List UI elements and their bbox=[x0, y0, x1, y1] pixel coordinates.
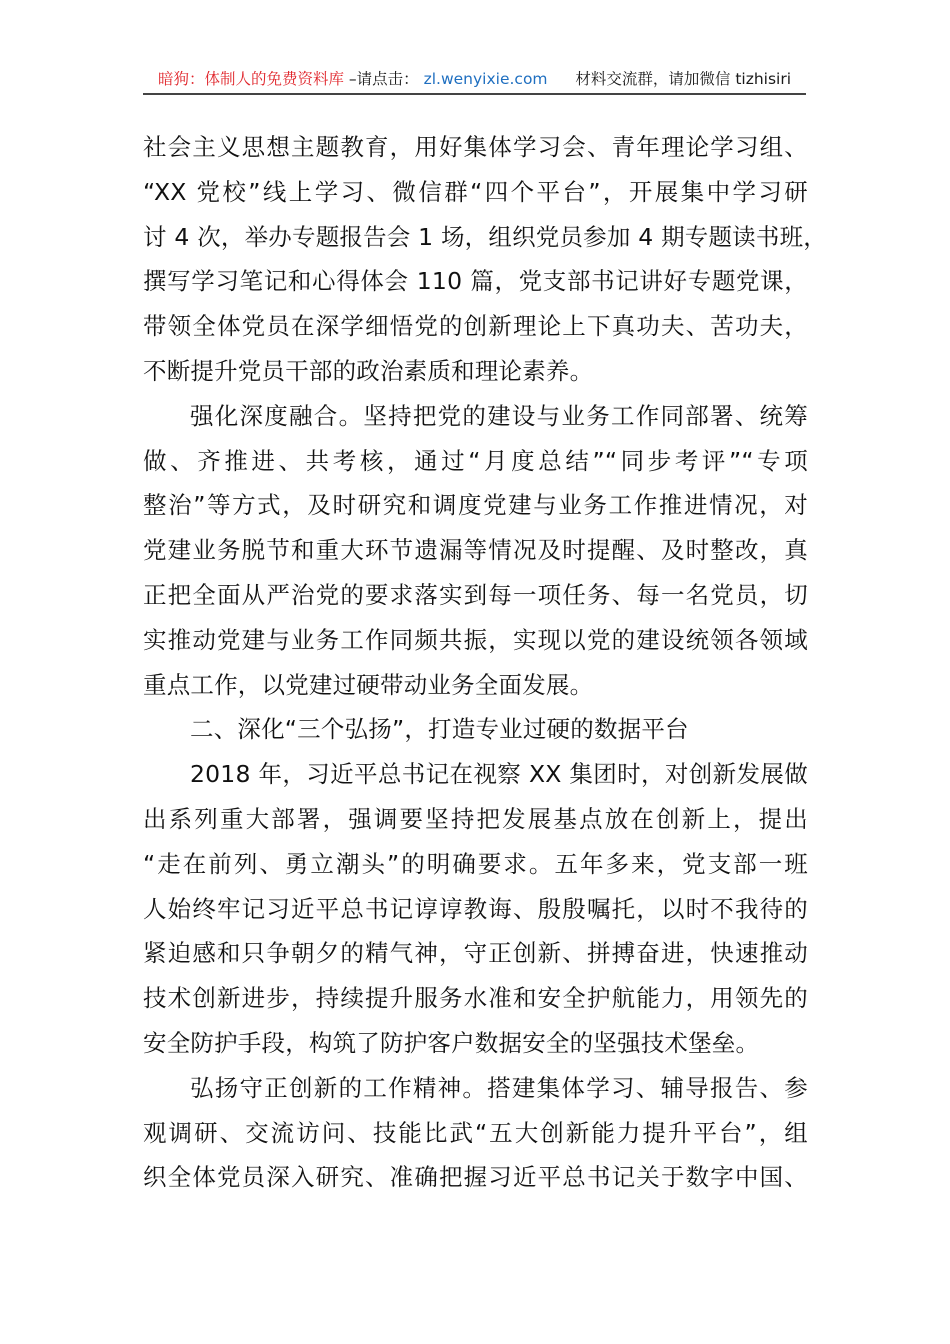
header-contact: 材料交流群，请加微信 tizhisiri bbox=[575, 70, 792, 88]
paragraph-line: 出系列重大部署，强调要坚持把发展基点放在创新上，提出 bbox=[143, 804, 808, 833]
paragraph-line: “走在前列、勇立潮头”的明确要求。五年多来，党支部一班 bbox=[143, 849, 808, 878]
paragraph-line: 重点工作，以党建过硬带动业务全面发展。 bbox=[143, 670, 594, 699]
paragraph-line: 2018 年，习近平总书记在视察 XX 集团时，对创新发展做 bbox=[190, 760, 808, 789]
paragraph-line: 社会主义思想主题教育，用好集体学习会、青年理论学习组、 bbox=[143, 133, 808, 161]
paragraph-line: 强化深度融合。坚持把党的建设与业务工作同部署、统筹 bbox=[190, 401, 808, 430]
paragraph-line: 做、齐推进、共考核，通过“月度总结”“同步考评”“专项 bbox=[143, 446, 808, 475]
header-site-name: 暗狗：体制人的免费资料库 bbox=[157, 70, 344, 88]
paragraph-line: 织全体党员深入研究、准确把握习近平总书记关于数字中国、 bbox=[143, 1163, 808, 1192]
section-heading: 二、深化“三个弘扬”，打造专业过硬的数据平台 bbox=[190, 715, 689, 744]
page-header bbox=[143, 66, 806, 92]
paragraph-line: 观调研、交流访问、技能比武“五大创新能力提升平台”，组 bbox=[143, 1118, 808, 1147]
paragraph-line: 实推动党建与业务工作同频共振，实现以党的建设统领各领域 bbox=[143, 625, 808, 654]
header-link[interactable]: zl.wenyixie.com bbox=[423, 70, 548, 88]
paragraph-line: 正把全面从严治党的要求落实到每一项任务、每一名党员，切 bbox=[143, 580, 808, 609]
paragraph-line: 人始终牢记习近平总书记谆谆教诲、殷殷嘱托，以时不我待的 bbox=[143, 894, 808, 923]
paragraph-line: 党建业务脱节和重大环节遗漏等情况及时提醒、及时整改，真 bbox=[143, 536, 808, 565]
paragraph-line: 技术创新进步，持续提升服务水准和安全护航能力，用领先的 bbox=[143, 984, 808, 1013]
paragraph-line: 讨 4 次，举办专题报告会 1 场，组织党员参加 4 期专题读书班， bbox=[143, 222, 827, 251]
paragraph-line: 带领全体党员在深学细悟党的创新理论上下真功夫、苦功夫， bbox=[143, 312, 808, 341]
paragraph-line: 不断提升党员干部的政治素质和理论素养。 bbox=[143, 356, 594, 385]
paragraph-line: 安全防护手段，构筑了防护客户数据安全的坚强技术堡垒。 bbox=[143, 1028, 760, 1057]
paragraph-line: 弘扬守正创新的工作精神。搭建集体学习、辅导报告、参 bbox=[190, 1073, 808, 1102]
paragraph-line: 整治”等方式，及时研究和调度党建与业务工作推进情况，对 bbox=[143, 491, 808, 520]
paragraph-line: “XX 党校”线上学习、微信群“四个平台”，开展集中学习研 bbox=[143, 177, 808, 206]
document-body bbox=[143, 125, 827, 1200]
header-click-prompt: –请点击： bbox=[348, 70, 419, 88]
header-divider bbox=[143, 93, 806, 95]
paragraph-line: 撰写学习笔记和心得体会 110 篇，党支部书记讲好专题党课， bbox=[143, 267, 808, 296]
paragraph-line: 紧迫感和只争朝夕的精气神，守正创新、拼搏奋进，快速推动 bbox=[143, 939, 808, 968]
